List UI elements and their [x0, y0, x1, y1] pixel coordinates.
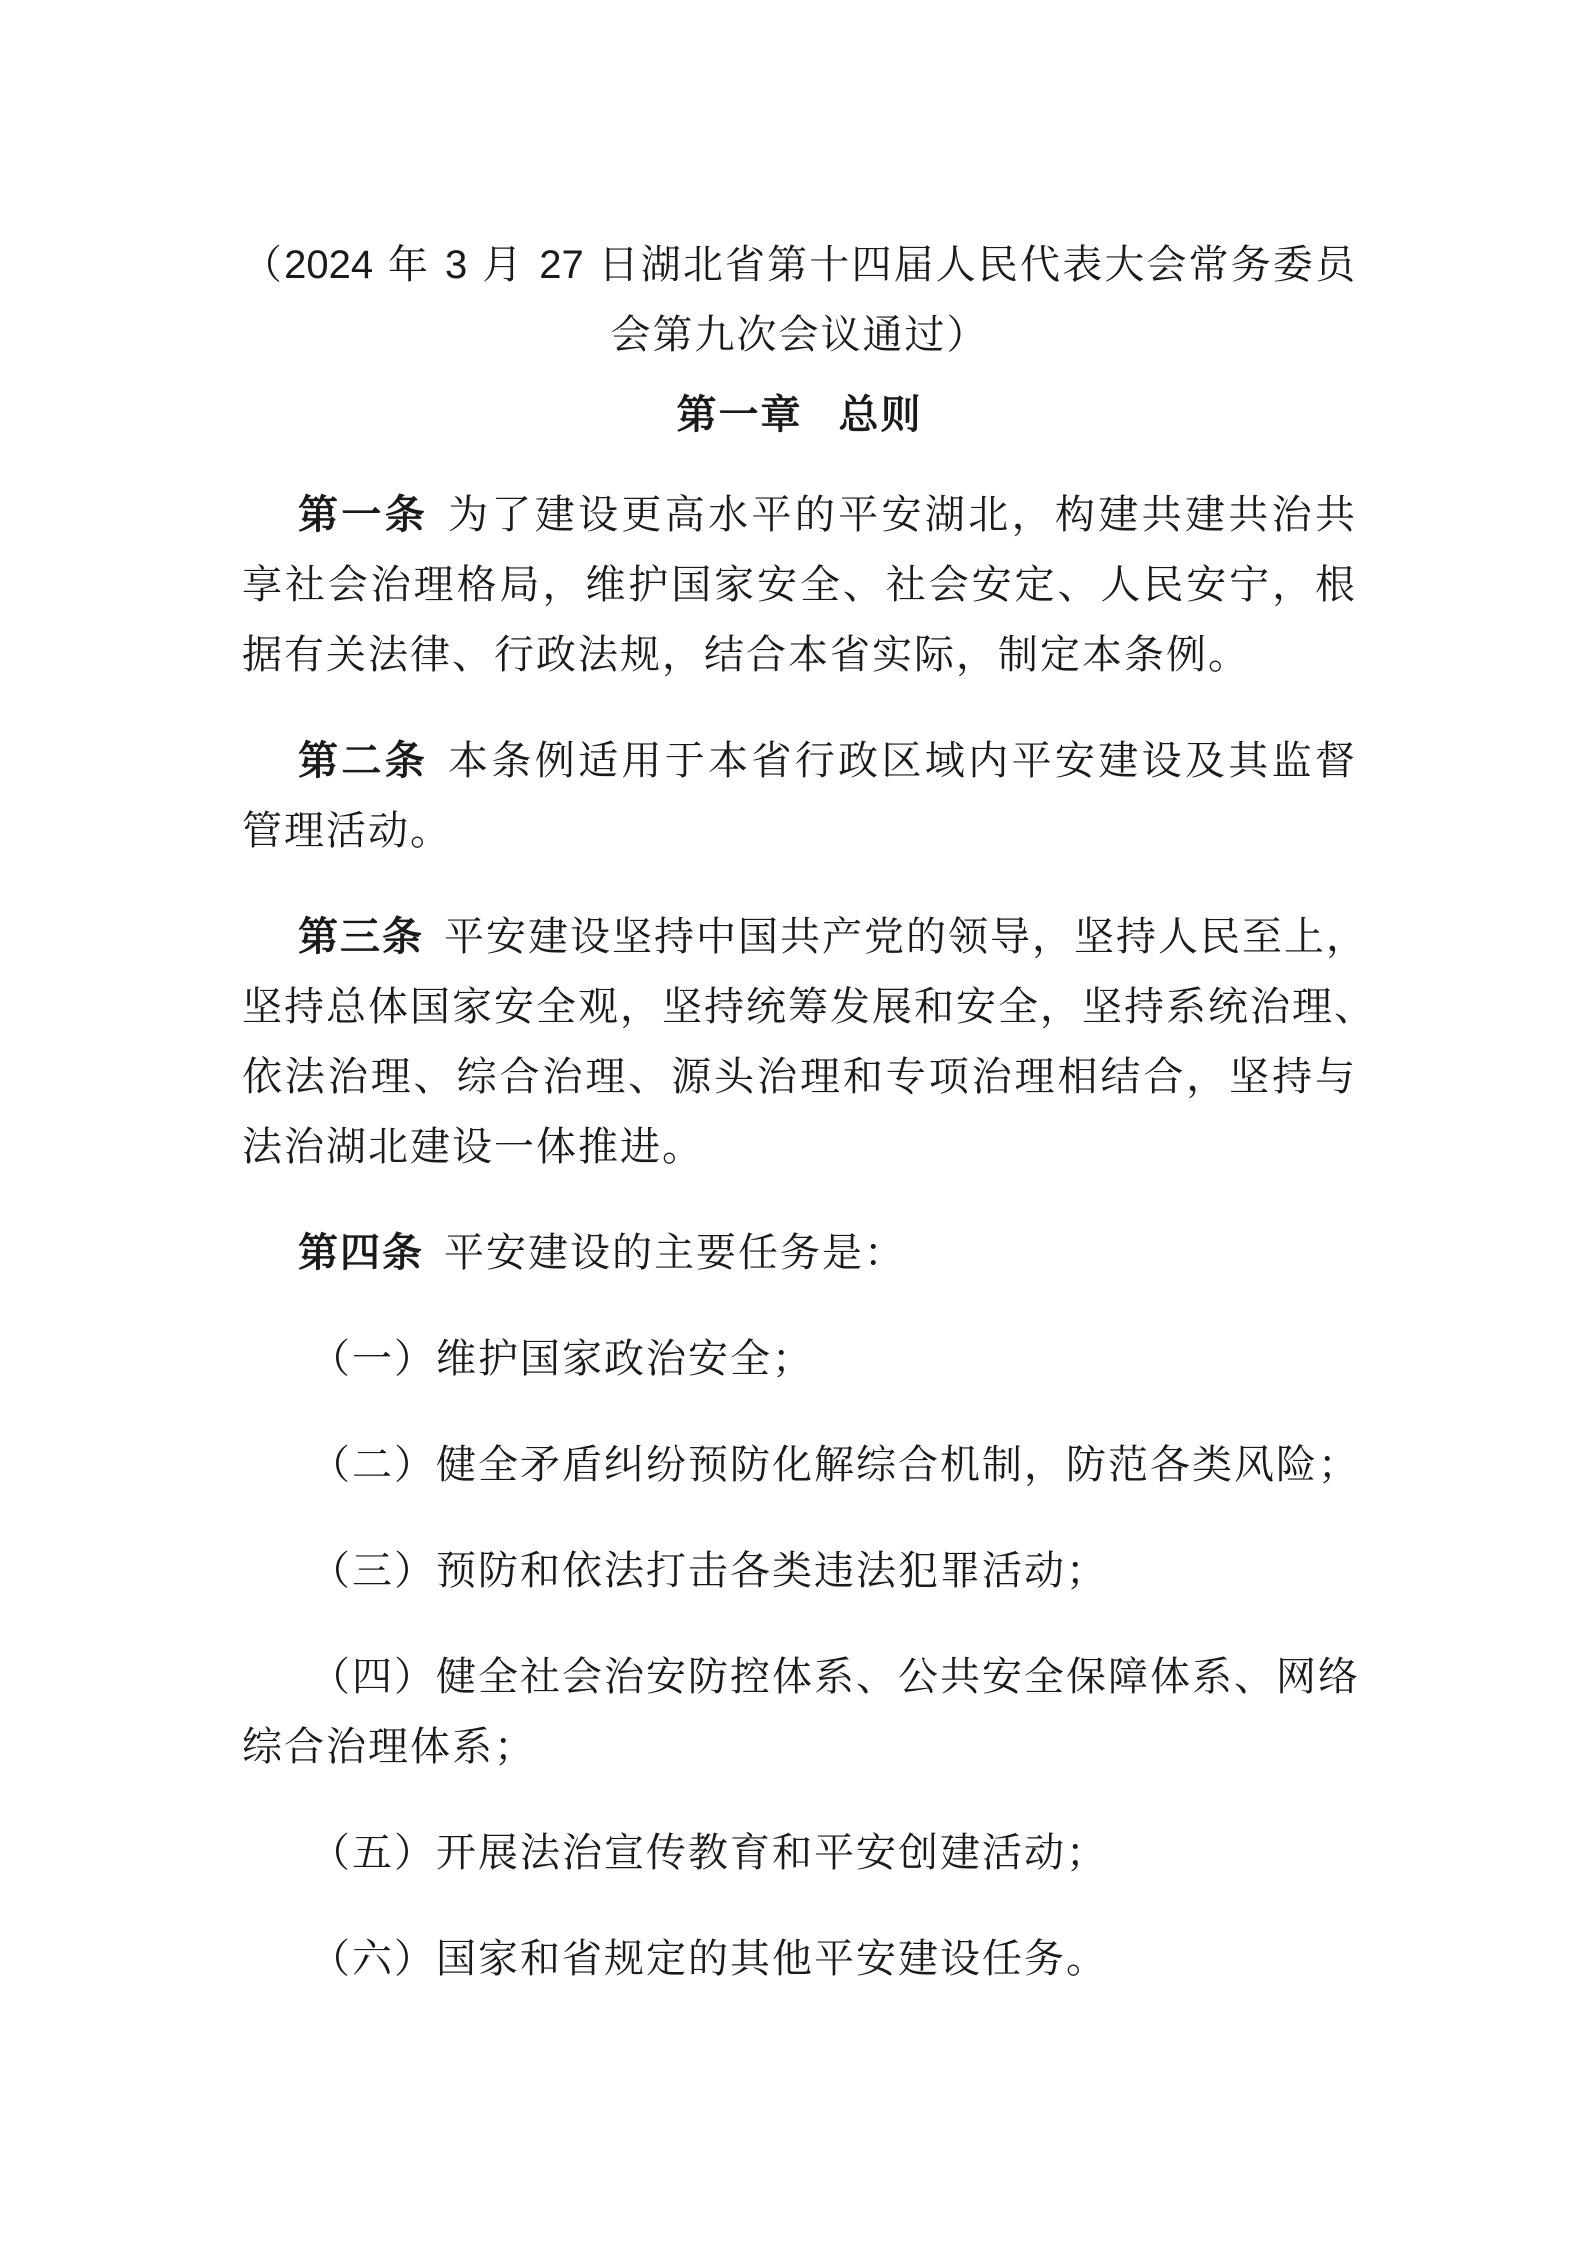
- chapter-number: 第一章: [676, 392, 803, 438]
- note-month: 3: [445, 243, 468, 287]
- list-item-1: （一）维护国家政治安全；: [310, 1336, 814, 1382]
- article-3-text: 平安建设坚持中国共产党的领导，坚持人民至上，: [444, 914, 1368, 960]
- list-item-3: （三）预防和依法打击各类违法犯罪活动；: [310, 1548, 1108, 1594]
- article-1-line-1: [242, 480, 1357, 550]
- document-body: [242, 230, 1376, 1994]
- article-1-line-3: 据有关法律、行政法规，结合本省实际，制定本条例。: [242, 632, 1250, 678]
- article-2-line-1: [242, 726, 1357, 796]
- list-item-5: （五）开展法治宣传教育和平安创建活动；: [310, 1830, 1108, 1876]
- note-text: 日湖北省第十四届人民代表大会常务委员: [598, 242, 1358, 288]
- note-text: 年: [388, 242, 431, 288]
- article-1-label: 第一条: [298, 492, 429, 538]
- chapter-title: 总则: [838, 392, 923, 438]
- note-text: （: [242, 242, 285, 288]
- list-item-4-line-2: 综合治理体系；: [242, 1724, 536, 1770]
- list-item-4-line-1: （四）健全社会治安防控体系、公共安全保障体系、网络: [310, 1654, 1360, 1700]
- article-1-text: 为了建设更高水平的平安湖北，构建共建共治共: [448, 492, 1358, 538]
- article-3-line-4: 法治湖北建设一体推进。: [242, 1124, 704, 1170]
- article-3-line-3: 依法治理、综合治理、源头治理和专项治理相结合，坚持与: [242, 1054, 1357, 1100]
- note-day: 27: [539, 243, 584, 287]
- article-2-line-2: 管理活动。: [242, 808, 452, 854]
- article-2-text: 本条例适用于本省行政区域内平安建设及其监督: [448, 738, 1358, 784]
- article-4-line-1: [242, 1218, 1357, 1288]
- article-3-line-2: 坚持总体国家安全观，坚持统筹发展和安全，坚持系统治理、: [242, 984, 1376, 1030]
- list-item-6: （六）国家和省规定的其他平安建设任务。: [310, 1936, 1108, 1982]
- adoption-note-line-1: [242, 230, 1357, 300]
- article-4-text: 平安建设的主要任务是：: [444, 1230, 906, 1276]
- adoption-note-line-2: 会第九次会议通过）: [610, 312, 989, 358]
- article-1-line-2: 享社会治理格局，维护国家安全、社会安定、人民安宁，根: [242, 562, 1357, 608]
- article-3-line-1: [242, 902, 1368, 972]
- note-year: 2024: [284, 243, 374, 287]
- article-4-label: 第四条: [298, 1230, 424, 1276]
- note-text: 月: [482, 242, 525, 288]
- article-2-label: 第二条: [298, 738, 429, 784]
- list-item-2: （二）健全矛盾纠纷预防化解综合机制，防范各类风险；: [310, 1442, 1360, 1488]
- article-3-label: 第三条: [298, 914, 424, 960]
- chapter-heading: [242, 380, 1357, 450]
